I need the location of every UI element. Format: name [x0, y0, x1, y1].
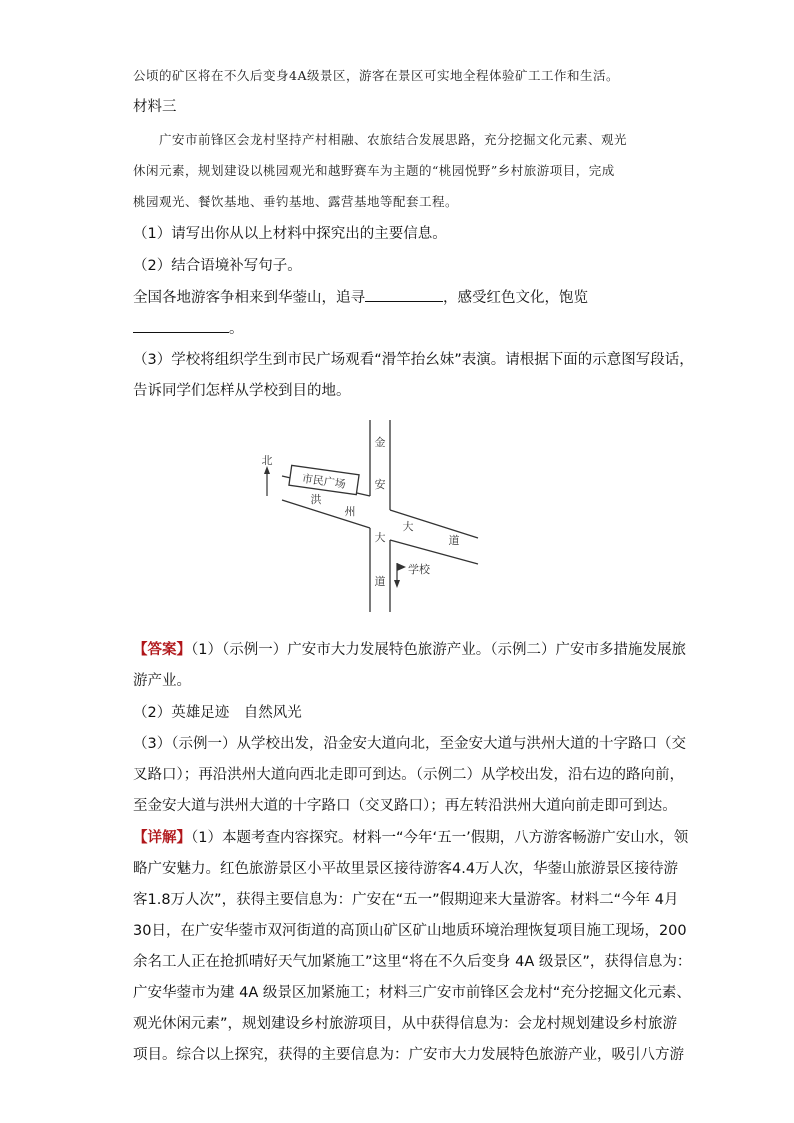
- school-label: 学校: [408, 563, 430, 576]
- answer-line: 游产业。: [133, 673, 191, 689]
- detail-tag: 【详解】: [133, 830, 191, 846]
- detail-line: [133, 828, 688, 848]
- hongzhou-road-label: 道: [448, 534, 460, 547]
- jinan-road-label: 道: [374, 575, 386, 588]
- material2-tail: 公顷的矿区将在不久后变身4A级景区，游客在景区可实地全程体验矿工工作和生活。: [133, 68, 619, 83]
- answer-tag: 【答案】: [133, 642, 191, 658]
- material3-line: 广安市前锋区会龙村坚持产村相融、农旅结合发展思路，充分挖掘文化元素、观光: [159, 132, 628, 147]
- detail-line: 余名工人正在抢抓晴好天气加紧施工”这里“将在不久后变身 4A 级景区”，获得信息为：: [133, 954, 692, 970]
- school-arrow-icon: [394, 580, 400, 588]
- material3-title: 材料三: [133, 99, 177, 115]
- detail-line: 30日，在广安华蓥市双河街道的高顶山矿区矿山地质环境治理恢复项目施工现场，200: [133, 923, 687, 939]
- square-label: 市民广场: [301, 471, 347, 491]
- sentence-part: 。: [229, 321, 244, 337]
- answer-line: [133, 640, 686, 660]
- answer-line: （3）（示例一）从学校出发，沿金安大道向北，至金安大道与洪州大道的十字路口（交: [133, 736, 686, 752]
- north-label: 北: [261, 454, 273, 467]
- hongzhou-road-label: 洪: [310, 493, 322, 506]
- hongzhou-road-label: 州: [344, 505, 356, 518]
- sentence-part: ，感受红色文化，饱览: [443, 290, 588, 306]
- answer-line: （2）英雄足迹 自然风光: [133, 705, 302, 721]
- material3-line: 休闲元素，规划建设以桃园观光和越野赛车为主题的“桃园悦野”乡村旅游项目，完成: [133, 163, 615, 178]
- question-3: （3）学校将组织学生到市民广场观看“滑竿抬幺妹”表演。请根据下面的示意图写段话，: [133, 352, 694, 368]
- north-arrow-icon: [264, 466, 270, 474]
- detail-line: 略广安魅力。红色旅游景区小平故里景区接待游客4.4万人次，华蓥山旅游景区接待游: [133, 861, 679, 877]
- route-map: [250, 418, 490, 618]
- answer-line: 至金安大道与洪州大道的十字路口（交叉路口）；再左转沿洪州大道向前走即可到达。: [133, 798, 677, 814]
- question-2: （2）结合语境补写句子。: [133, 258, 302, 274]
- detail-text: （1）本题考查内容探究。材料一“今年‘五一’假期，八方游客畅游广安山水，领: [191, 830, 689, 846]
- fill-blank: [365, 287, 443, 302]
- jinan-road-label: 安: [374, 478, 386, 491]
- jinan-road-label: 大: [374, 531, 386, 544]
- material3-line: 桃园观光、餐饮基地、垂钓基地、露营基地等配套工程。: [133, 194, 459, 209]
- hongzhou-road-edge: [390, 540, 478, 564]
- jinan-road-label: 金: [374, 436, 386, 449]
- answer-line: 叉路口）；再沿洪州大道向西北走即可到达。（示例二）从学校出发，沿右边的路向前，: [133, 767, 684, 783]
- question-3-cont: 告诉同学们怎样从学校到目的地。: [133, 383, 351, 399]
- answer-text: （1）（示例一）广安市大力发展特色旅游产业。（示例二）广安市多措施发展旅: [191, 642, 686, 658]
- hongzhou-road-label: 大: [402, 520, 414, 533]
- school-flag-icon: [397, 563, 406, 571]
- detail-line: 客1.8万人次”，获得主要信息为：广安在“五一”假期迎来大量游客。材料二“今年 4月: [133, 892, 679, 908]
- detail-line: 项目。综合以上探究，获得的主要信息为：广安市大力发展特色旅游产业，吸引八方游: [133, 1047, 684, 1063]
- hongzhou-road-edge: [282, 500, 370, 528]
- sentence-part: 全国各地游客争相来到华蓥山，追寻: [133, 290, 365, 306]
- fill-blank: [133, 318, 229, 333]
- detail-line: 广安华蓥市为建 4A 级景区加紧施工；材料三广安市前锋区会龙村“充分挖掘文化元素、: [133, 985, 691, 1001]
- question-2-sentence-end: [133, 318, 244, 339]
- question-2-sentence: [133, 287, 588, 308]
- detail-line: 观光休闲元素”，规划建设乡村旅游项目，从中获得信息为：会龙村规划建设乡村旅游: [133, 1016, 678, 1032]
- question-1: （1）请写出你从以上材料中探究出的主要信息。: [133, 226, 447, 242]
